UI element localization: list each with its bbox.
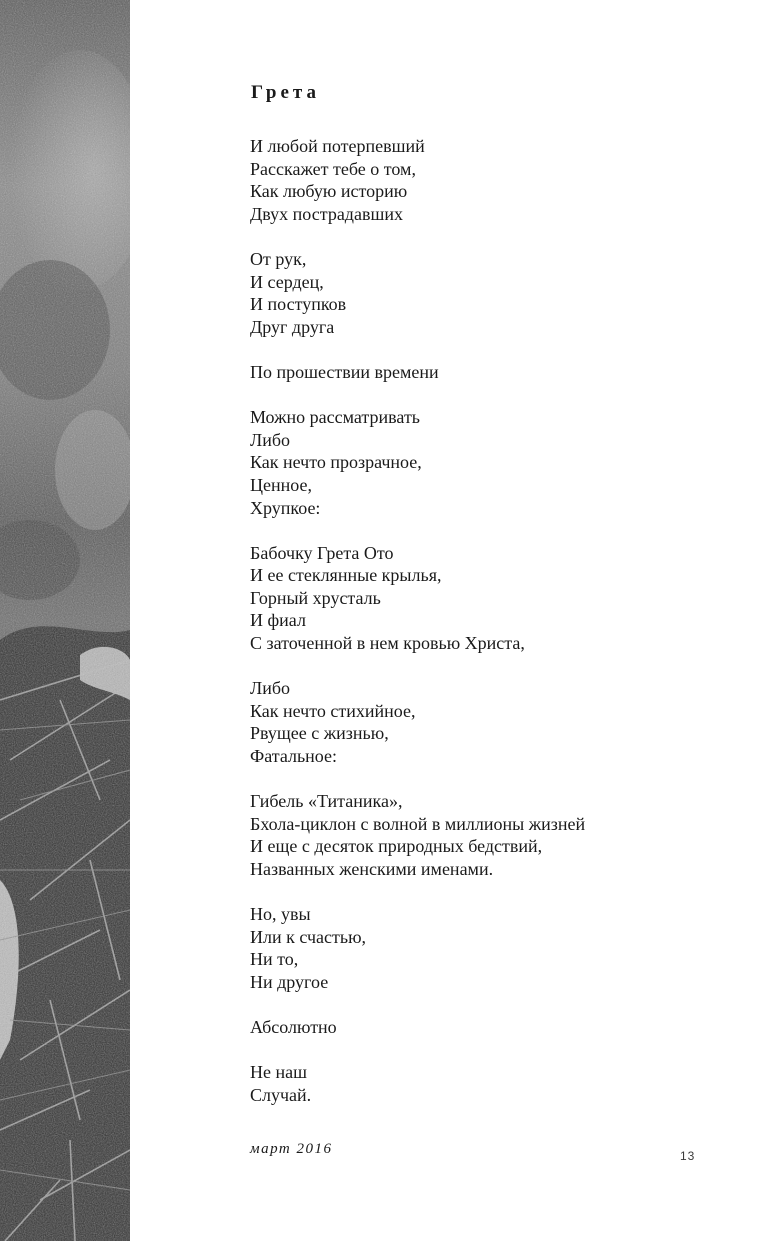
poem-line: И любой потерпевший	[250, 136, 425, 156]
poem-line: Или к счастью,	[250, 926, 367, 947]
poem-line: Рвущее с жизнью,	[250, 723, 389, 744]
stanza	[250, 542, 720, 655]
poem-line: Но, увы	[250, 904, 311, 925]
poem-line: И поступков	[250, 294, 347, 315]
poem-line: Либо	[250, 429, 290, 450]
poem-line: И фиал	[250, 610, 306, 631]
poem-line: По прошествии времени	[250, 361, 439, 382]
page-number: 13	[680, 1149, 696, 1163]
poem-line: Фатальное:	[250, 746, 338, 767]
stanza	[250, 903, 720, 993]
poem-line: Как любую историю	[250, 181, 408, 202]
poem-line: И еще с десяток природных бедствий,	[250, 836, 543, 857]
poem-line: Не наш	[250, 1062, 307, 1083]
poem-body	[250, 135, 720, 1129]
poem-line: Бхола-циклон с волной в миллионы жизней	[250, 813, 586, 834]
poem-line: Гибель «Титаника»,	[250, 791, 403, 812]
poem-line: Как нечто прозрачное,	[250, 452, 422, 473]
poem-line: Бабочку Грета Ото	[250, 542, 394, 563]
poem-line: Ценное,	[250, 474, 312, 495]
poem-line: Как нечто стихийное,	[250, 700, 416, 721]
stanza	[250, 406, 720, 519]
poem-line: От рук,	[250, 248, 307, 269]
poem-line: С заточенной в нем кровью Христа,	[250, 633, 525, 654]
poem-line: Абсолютно	[250, 1017, 337, 1038]
poem-line: Ни другое	[250, 971, 329, 992]
poem-line: Названных женскими именами.	[250, 859, 494, 879]
stanza	[250, 248, 720, 338]
photo-illustration	[0, 0, 130, 1241]
stanza	[250, 677, 720, 767]
poem-line: Ни то,	[250, 949, 299, 970]
poem-line: Друг друга	[250, 316, 335, 337]
poem-line: Двух пострадавших	[250, 203, 403, 224]
photo-illustration-image	[0, 0, 130, 1241]
stanza	[250, 790, 720, 880]
poem-line: Можно рассматривать	[250, 407, 421, 428]
poem-line: Либо	[250, 678, 290, 699]
stanza	[250, 1061, 720, 1106]
poem-date: март 2016	[250, 1141, 333, 1157]
poem-line: Хрупкое:	[250, 497, 321, 518]
poem-title: Грета	[251, 82, 320, 103]
poem-line: И сердец,	[250, 271, 324, 292]
poem-line: Горный хрусталь	[250, 587, 381, 608]
stanza	[250, 1016, 720, 1039]
poem-line: Расскажет тебе о том,	[250, 158, 416, 179]
stanza	[250, 361, 720, 384]
poem-line: Случай.	[250, 1084, 312, 1105]
stanza	[250, 135, 720, 225]
poem-line: И ее стеклянные крылья,	[250, 565, 442, 586]
